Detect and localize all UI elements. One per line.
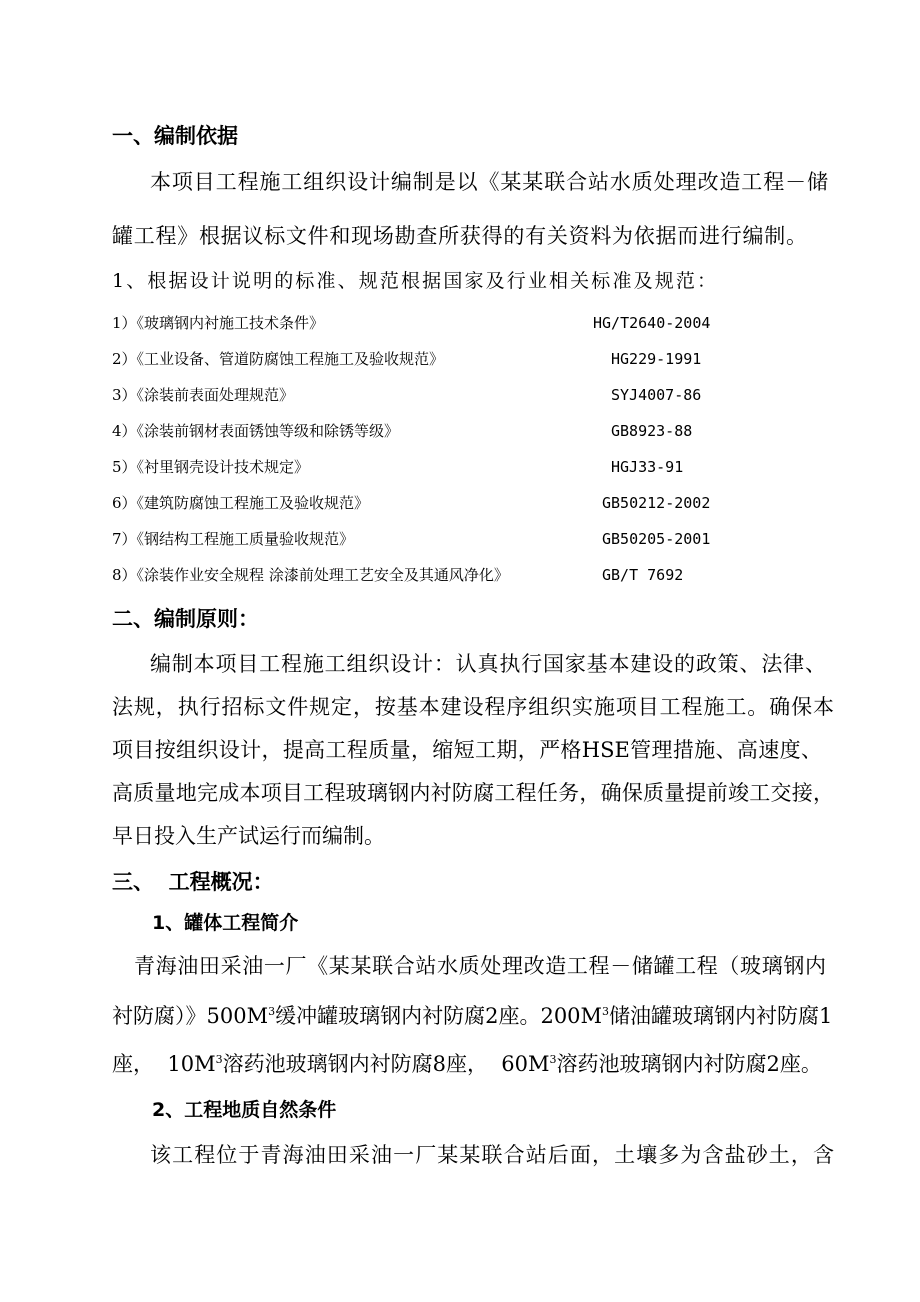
- superscript: 3: [215, 1053, 223, 1066]
- subsection2-line1: 该工程位于青海油田采油一厂某某联合站后面，土壤多为含盐砂土，含: [150, 1143, 834, 1167]
- standard-code: GB8923-88: [611, 422, 693, 440]
- section3-heading: 三、 工程概况：: [112, 870, 274, 894]
- standard-code: GB50212-2002: [602, 494, 711, 512]
- section2-line: 早日投入生产试运行而编制。: [112, 824, 385, 848]
- standard-title: 1）《玻璃钢内衬施工技术条件》: [112, 314, 325, 332]
- standard-code: GB50205-2001: [602, 530, 711, 548]
- section2-line: 项目按组织设计，提高工程质量，缩短工期，严格HSE管理措施、高速度、: [112, 738, 822, 762]
- superscript: 3: [602, 1005, 610, 1018]
- standard-code: GB/T 7692: [602, 566, 684, 584]
- section1-para-line1: 本项目工程施工组织设计编制是以《某某联合站水质处理改造工程－储: [150, 170, 828, 194]
- section2-line: 法规，执行招标文件规定，按基本建设程序组织实施项目工程施工。确保本: [112, 695, 834, 719]
- standard-title: 3）《涂装前表面处理规范》: [112, 386, 295, 404]
- subsection2-heading: 2、工程地质自然条件: [152, 1099, 337, 1121]
- section1-para-line2: 罐工程》根据议标文件和现场勘查所获得的有关资料为依据而进行编制。: [112, 224, 807, 248]
- superscript: 3: [268, 1005, 276, 1018]
- standard-title: 6）《建筑防腐蚀工程施工及验收规范》: [112, 494, 370, 512]
- subsection1-line3: 座， $10M^3$溶药池玻璃钢内衬防腐8座， $60M^3$溶药池玻璃钢内衬防腐2座。: [112, 1052, 822, 1076]
- subsection1-line2: 衬防腐）》$500M^3$缓冲罐玻璃钢内衬防腐2座。$200M^3$储油罐玻璃钢内衬防腐1: [112, 1004, 833, 1028]
- standard-title: 2）《工业设备、管道防腐蚀工程施工及验收规范》: [112, 350, 445, 368]
- standard-code: SYJ4007-86: [611, 386, 702, 404]
- standard-title: 7）《钢结构工程施工质量验收规范》: [112, 530, 355, 548]
- standard-title: 8）《涂装作业安全规程 涂漆前处理工艺安全及其通风净化》: [112, 566, 509, 584]
- standard-code: HG/T2640-2004: [593, 314, 711, 332]
- section2-heading: 二、编制原则：: [112, 607, 259, 631]
- superscript: 3: [549, 1053, 557, 1066]
- section1-heading: 一、编制依据: [112, 124, 238, 148]
- standard-code: HG229-1991: [611, 350, 702, 368]
- standards-intro: 1、根据设计说明的标准、规范根据国家及行业相关标准及规范：: [112, 270, 716, 292]
- section2-line: 编制本项目工程施工组织设计：认真执行国家基本建设的政策、法律、: [150, 652, 826, 676]
- section2-line: 高质量地完成本项目工程玻璃钢内衬防腐工程任务，确保质量提前竣工交接，: [112, 781, 834, 805]
- standard-title: 5）《衬里钢壳设计技术规定》: [112, 458, 310, 476]
- standard-title: 4）《涂装前钢材表面锈蚀等级和除锈等级》: [112, 422, 400, 440]
- standard-code: HGJ33-91: [611, 458, 684, 476]
- subsection1-heading: 1、罐体工程简介: [152, 912, 299, 934]
- subsection1-line1: 青海油田采油一厂《某某联合站水质处理改造工程－储罐工程（玻璃钢内: [134, 954, 826, 978]
